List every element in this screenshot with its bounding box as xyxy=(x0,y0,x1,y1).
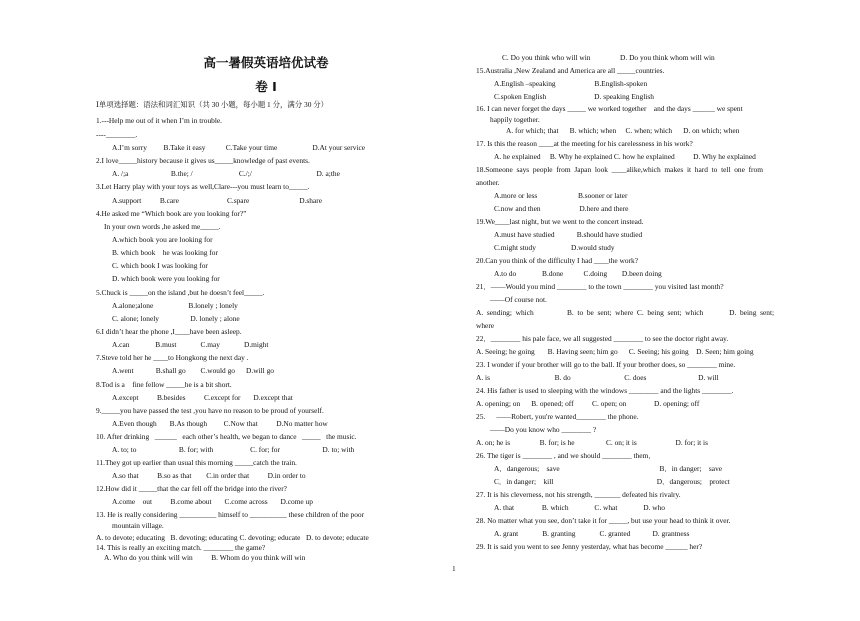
question-line: A.more or less B.sooner or later xyxy=(494,191,628,200)
question-line: A.which book you are looking for xyxy=(112,235,213,244)
question-line: A.come out B.come about C.come across D.come up xyxy=(112,497,313,506)
question-line: 27. It is his cleverness, not his strength, _______ defeated his rivalry. xyxy=(476,490,681,499)
question-line: C．in danger; kill D．dangerous; protect xyxy=(494,477,730,486)
question-line: In your own words ,he asked me_____. xyxy=(104,222,221,231)
question-line: A.must have studied B.should have studied xyxy=(494,230,643,239)
question-line: A.English –speaking B.English-spoken xyxy=(494,79,648,88)
question-line: A. grant B. granting C. granted D. grantness xyxy=(494,529,690,538)
question-line: 28. No matter what you see, don’t take it for _____, but use your head to think it over. xyxy=(476,516,731,525)
question-line: C.might study D.would study xyxy=(494,243,615,252)
question-line: A. sending; which B. to be sent; where C. being sent; which D. being sent; xyxy=(476,308,775,317)
question-line: 26. The tiger is ________ , and we should ________ them． xyxy=(476,451,656,460)
question-line: 9._____you have passed the test ,you have no reason to be proud of yourself. xyxy=(96,406,324,415)
question-line: A.support B.care C.spare D.share xyxy=(112,196,322,205)
question-line: A. for which; that B. which; when C. when; which D. on which; when xyxy=(506,126,740,135)
question-line: A.except B.besides C.except for D.except that xyxy=(112,393,293,402)
question-line: A. to; to B. for; with C. for; for D. to; with xyxy=(112,445,355,454)
question-line: C. Do you think who will win D. Do you think whom will win xyxy=(502,53,715,62)
question-line: A.Even though B.As though C.Now that D.No matter how xyxy=(112,419,328,428)
question-line: mountain village. xyxy=(112,521,164,530)
question-line: 15.Australia ,New Zealand and America are all _____countries. xyxy=(476,66,665,75)
question-line: A.went B.shall go C.would go D.will go xyxy=(112,366,274,375)
question-line: 16. I can never forget the days _____ we worked together and the days ______ we spent xyxy=(476,104,743,113)
question-line: A. he explained B. Why he explained C. how he explained D. Why he explained xyxy=(494,152,756,161)
question-line: A. opening; on B. opened; off C. open; on D. opening; off xyxy=(476,399,700,408)
question-line: 24. His father is used to sleeping with the windows ________ and the lights ________. xyxy=(476,386,734,395)
question-line: A. on; he is B. for; is he C. on; it is D. for; it is xyxy=(476,438,708,447)
question-line: A. /;a B.the; / C./;/ D. a;the xyxy=(112,169,340,178)
question-line: A.alone;alone B.lonely ; lonely xyxy=(112,301,238,310)
question-line: ——Do you know who ________ ? xyxy=(490,425,597,434)
question-line: ----________. xyxy=(96,130,138,139)
question-line: another. xyxy=(476,178,500,187)
question-line: 13. He is really considering __________ himself to __________ these children of the poor xyxy=(96,510,365,519)
question-line: 10. After drinking ______ each other’s health, we began to dance _____ the music. xyxy=(96,432,357,441)
question-line: A.to do B.done C.doing D.been doing xyxy=(494,269,662,278)
exam-subtitle: 卷 I xyxy=(255,79,277,94)
question-line: A. is B. do C. does D. will xyxy=(476,373,719,382)
question-line: 5.Chuck is _____on the island ,but he doesn’t feel_____. xyxy=(96,288,265,297)
question-line: A. to devote; educating B. devoting; educating C. devoting; educate D. to devote; educate xyxy=(96,533,369,542)
question-line: C. alone; lonely D. lonely ; alone xyxy=(112,314,240,323)
question-line: 25. ——Robert, you're wanted________ the phone. xyxy=(476,412,639,421)
question-line: 23. I wonder if your brother will go to the ball. If your brother does, so ________ mine. xyxy=(476,360,736,369)
question-line: where xyxy=(476,321,495,330)
question-line: 21．——Would you mind ________ to the town ________ you visited last month? xyxy=(476,282,724,291)
question-line: ——Of course not. xyxy=(490,295,547,304)
question-line: C. which book I was looking for xyxy=(112,261,208,270)
question-line: A.so that B.so as that C.in order that D.in order to xyxy=(112,471,306,480)
question-line: 1.---Help me out of it when I’m in trouble. xyxy=(96,116,223,125)
question-line: A. Seeing; he going B. Having seen; him go C. Seeing; his going D. Seen; him going xyxy=(476,347,754,356)
question-line: A. that B. which C. what D. who xyxy=(494,503,666,512)
question-line: A. Who do you think will win B. Whom do you think will win xyxy=(104,553,306,562)
question-line: 4.He asked me “Which book are you looking for?” xyxy=(96,209,247,218)
question-line: 29. It is said you went to see Jenny yesterday, what has become ______ her? xyxy=(476,542,703,551)
question-line: 12.How did it _____that the car fell off the bridge into the river? xyxy=(96,484,287,493)
exam-title: 高一暑假英语培优试卷 xyxy=(203,55,329,70)
question-line: Ⅰ单项选择题：语法和词汇知识（共 30 小题，每小题 1 分，满分 30 分） xyxy=(96,100,329,109)
question-line: A.can B.must C.may D.might xyxy=(112,340,269,349)
question-line: 11.They got up earlier than usual this morning _____catch the train. xyxy=(96,458,297,467)
question-line: 6.I didn’t hear the phone ,I____have been asleep. xyxy=(96,327,242,336)
question-line: C.spoken English D. speaking English xyxy=(494,92,654,101)
question-line: 3.Let Harry play with your toys as well,Clare---you must learn to_____. xyxy=(96,182,310,191)
question-line: happily together. xyxy=(490,115,540,124)
question-line: C.now and then D.here and there xyxy=(494,204,629,213)
question-line: 20.Can you think of the difficulty I had ____the work? xyxy=(476,256,639,265)
question-line: 22．________ his pale face, we all suggested ________ to see the doctor right away. xyxy=(476,334,729,343)
question-line: 17. Is this the reason ____at the meeting for his carelessness in his work? xyxy=(476,139,693,148)
question-line: D. which book were you looking for xyxy=(112,274,220,283)
question-line: 2.I love_____history because it gives us_____knowledge of past events. xyxy=(96,156,310,165)
question-line: 7.Steve told her he ____to Hongkong the next day . xyxy=(96,353,249,362)
question-line: 19.We____last night, but we went to the concert instead. xyxy=(476,217,644,226)
question-line: A．dangerous; save B．in danger; save xyxy=(494,464,723,473)
question-line: 18.Someone says people from Japan look ____alike,which makes it hard to tell one from xyxy=(476,165,763,174)
question-line: 14. This is really an exciting match. ________ the game? xyxy=(96,543,266,552)
question-line: A.I’m sorry B.Take it easy C.Take your time D.At your service xyxy=(112,143,366,152)
question-line: 8.Tod is a fine fellow _____he is a bit short. xyxy=(96,380,232,389)
page-number: 1 xyxy=(452,564,456,573)
question-line: B. which book he was looking for xyxy=(112,248,218,257)
